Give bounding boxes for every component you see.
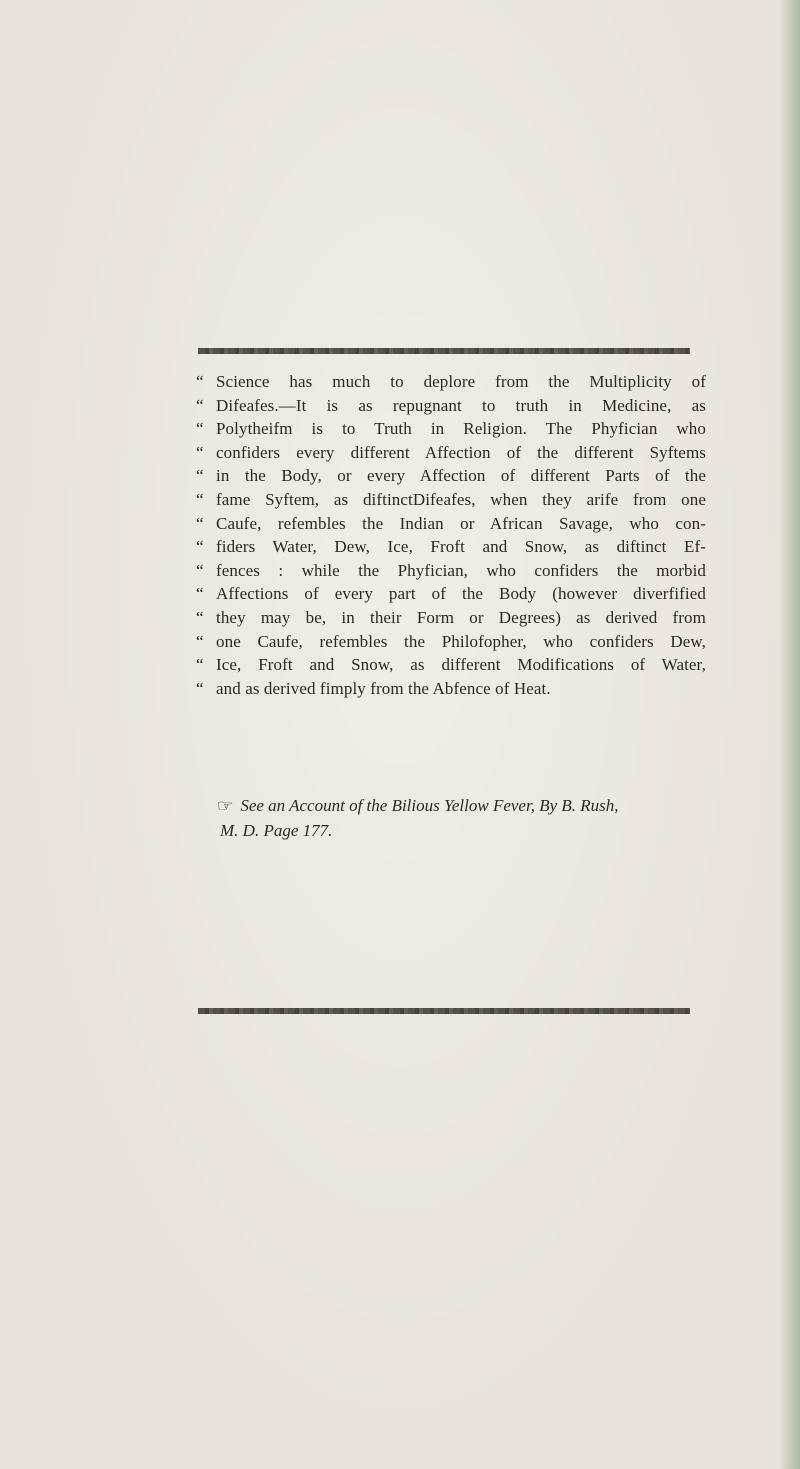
pointing-hand-icon: ☞ — [216, 798, 234, 815]
passage-line: “ fame Syftem, as diftinctDifeafes, when they arife from one — [196, 489, 706, 509]
reference-line-1: ☞ See an Account of the Bilious Yellow Fever, By B. Rush, — [218, 794, 698, 819]
passage-line: “ fences : while the Phyfician, who confiders the morbid — [196, 560, 706, 580]
page-edge — [778, 0, 800, 1469]
passage-line: “ Difeafes.—It is as repugnant to truth in Medicine, as — [196, 395, 706, 415]
passage-line: “ Ice, Froft and Snow, as different Modifications of Water, — [196, 655, 706, 675]
passage-line: “ fiders Water, Dew, Ice, Froft and Snow, as diftinct Ef- — [196, 537, 706, 557]
passage-line: “ Science has much to deplore from the Multiplicity of — [196, 372, 706, 391]
passage-line: “ confiders every different Affection of the different Syftems — [196, 442, 706, 462]
bottom-ornamental-rule — [198, 1008, 690, 1014]
reference-line-2: M. D. Page 177. — [220, 821, 333, 840]
passage-line: “ in the Body, or every Affection of different Parts of the — [196, 466, 706, 486]
top-ornamental-rule — [198, 348, 690, 354]
passage-line: “ Affections of every part of the Body (however diverfified — [196, 584, 706, 604]
passage-line: “ they may be, in their Form or Degrees) as derived from — [196, 607, 706, 627]
passage-line: “ and as derived fimply from the Abfence of Heat. — [196, 678, 551, 698]
quoted-passage — [196, 370, 706, 700]
passage-line: “ Polytheifm is to Truth in Religion. The Phyfician who — [196, 419, 706, 439]
reference-note — [218, 794, 698, 843]
passage-line: “ one Caufe, refembles the Philofopher, who confiders Dew, — [196, 631, 706, 651]
passage-line: “ Caufe, refembles the Indian or African Savage, who con- — [196, 513, 706, 533]
